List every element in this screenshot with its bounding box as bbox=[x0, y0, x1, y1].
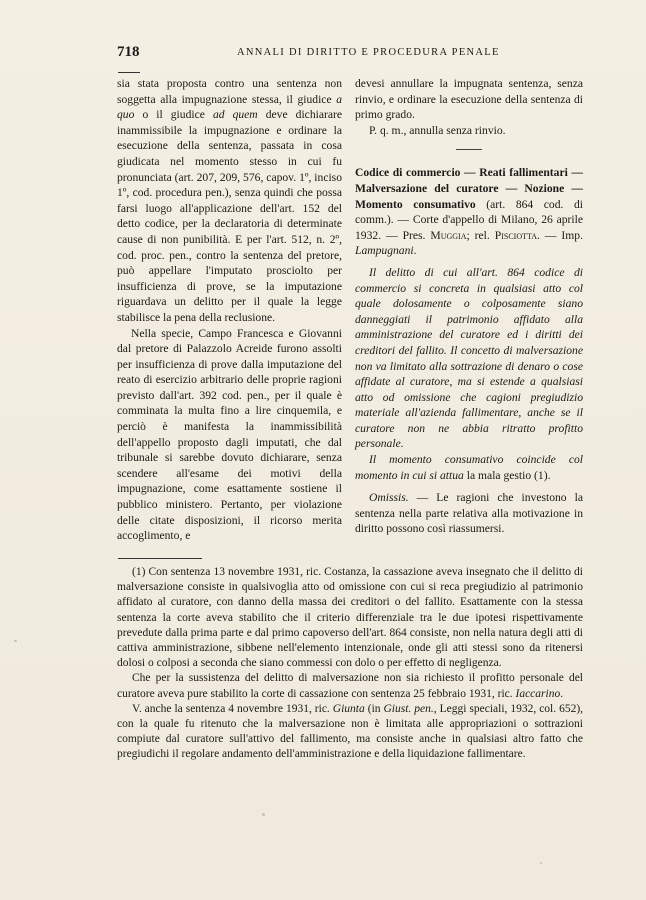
omissis-paragraph: Omissis. — Le ragioni che investono la sentenza nella parte relativa alla motivazione in diritto possono così riassumersi. bbox=[355, 491, 583, 536]
footnote-3: V. anche la sentenza 4 novembre 1931, ric. Giunta (in Giust. pen., Leggi speciali, 1932, col. 652), con la quale fu ritenuto che la malversazione non è limitata alle appropriazioni o sottrazioni compiute dal curatore sull'attivo del fallimento, ma consiste anche in qualsiasi altro fatto che pregiudichi il regolare andamento dell'amministrazione e della liquidazione fallimentare. bbox=[117, 702, 584, 761]
president-name: Muggia bbox=[430, 228, 467, 242]
left-paragraph-1: sia stata proposta contro una sentenza non soggetta alla impugnazione stessa, il giudice a quo o il giudice ad quem deve dichiarare inammissibile la impugnazione e ordinare la esecuzione della sentenza, passata in cosa giudicata nel momento stesso in cui fu pronunciata (art. 207, 209, 576, capov. 1º, inciso 1º, cod. procedura pen.), senza quindi che possa farsi luogo all'applicazione dell'art. 152 del detto codice, per la declaratoria di determinate cause di non punibilità. E per l'art. 512, n. 2º, cod. proc. pen., contro la sentenza del pretore, può appellare l'imputato prosciolto per insufficienza di prove, se la imputazione riguardava un delitto per il quale la legge stabilisce la pena della reclusione. bbox=[117, 77, 342, 324]
footnote-2: Che per la sussistenza del delitto di malversazione non sia richiesto il profitto personale del curatore aveva pure stabilito la corte di cassazione con sentenza 25 febbraio 1931, ric. Iaccarino. bbox=[117, 672, 583, 700]
left-paragraph-2: Nella specie, Campo Francesca e Giovanni dal pretore di Palazzolo Acreide furono assolti per insufficienza di prove dalla imputazione del reato di esercizio arbitrario delle proprie ragioni previsto dall'art. 392 cod. pen., per il quale è comminata la multa fino a lire cinquemila, e perciò è manifesta la inammissibilità dell'appello proposto dagli imputati, che dal tribunale si sarebbe dovuto dichiarare, senza scendere all'esame dei motivi della impugnazione, come esattamente sostiene il pubblico ministero. Pertanto, per violazione delle citate disposizioni, il ricorso merita accoglimento, e bbox=[117, 326, 342, 543]
footnote-rule bbox=[118, 558, 202, 559]
running-title: ANNALI DI DIRITTO E PROCEDURA PENALE bbox=[237, 47, 500, 58]
right-column bbox=[355, 76, 583, 537]
defendant-name: Lampugnani bbox=[355, 244, 414, 258]
case-subject: Codice di commercio — Reati fallimentari — Malversazione del curatore — Nozione — Momento consumativo bbox=[355, 166, 583, 211]
top-rule bbox=[118, 72, 140, 73]
case-heading: Codice di commercio — Reati fallimentari — Malversazione del curatore — Nozione — Momento consumativo (art. 864 cod. di comm.). — Corte d'appello di Milano, 26 aprile 1932. — Pres. Muggia; rel. Pisciotta. — Imp. Lampugnani. bbox=[355, 166, 584, 258]
page-header bbox=[117, 44, 584, 60]
paper-speck bbox=[540, 862, 542, 864]
section-divider bbox=[456, 149, 482, 150]
paper-speck bbox=[262, 813, 265, 816]
paper-speck bbox=[14, 640, 17, 642]
page-number: 718 bbox=[117, 44, 140, 60]
footnote-1: (1) Con sentenza 13 novembre 1931, ric. Costanza, la cassazione aveva insegnato che il delitto di malversazione consiste in qualsivoglia atto od omissione con cui si reca pregiudizio al patrimonio affidato al curatore, con danno della massa dei creditori o del fallito. Esattamente con la stessa sentenza la corte aveva stabilito che il criterio differenziale tra le due ipotesi rispettivamente prevedute dalla prima parte e dal primo capoverso dell'art. 864 consiste, non nella natura degli atti di cattiva amministrazione, sibbene nell'elemento intenzionale, onde gli atti stessi sono da ritenersi dolosi o colposi a seconda che siano commessi con dolo o per effetto di negligenza. bbox=[117, 566, 583, 670]
maxim-1: Il delitto di cui all'art. 864 codice di commercio si concreta in qualsiasi atto col quale dolosamente o colposamente siano danneggiati il patrimonio affidato alla amministrazione del curatore ed i diritti dei creditori del fallito. Il concetto di malversazione non va limitato alla sottrazione di denaro o cose affidate al curatore, ma si estende a qualsiasi atto od omissione che cagioni pregiudizio materiale all'azienda fallimentare, anche se il curatore non ne abbia ritratto profitto personale. bbox=[355, 265, 583, 451]
footnotes bbox=[117, 565, 583, 763]
right-paragraph-1: devesi annullare la impugnata sentenza, senza rinvio, e ordinare la esecuzione della sentenza di primo grado. bbox=[355, 77, 583, 122]
rapporteur-name: Pisciotta bbox=[494, 228, 538, 242]
decision-line: P. q. m., annulla senza rinvio. bbox=[369, 123, 506, 137]
maxim-2: Il momento consumativo coincide col momento in cui si attua la mala gestio (1). bbox=[355, 453, 583, 482]
left-column bbox=[117, 76, 342, 544]
